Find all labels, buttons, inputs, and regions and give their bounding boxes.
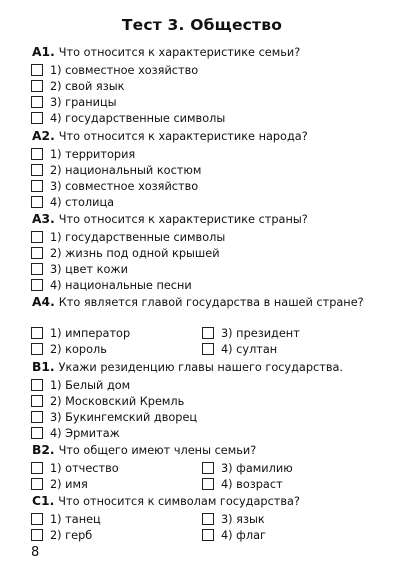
question-text: Что относится к характеристике семьи? xyxy=(58,46,301,59)
option-label: 1) государственные символы xyxy=(50,230,226,244)
checkbox[interactable] xyxy=(202,343,214,355)
checkbox[interactable] xyxy=(202,529,214,541)
checkbox[interactable] xyxy=(202,513,214,525)
option-a3-4[interactable] xyxy=(31,277,192,293)
question-b2 xyxy=(32,443,256,457)
option-label: 1) отчество xyxy=(50,461,119,475)
checkbox[interactable] xyxy=(31,112,43,124)
option-a3-1[interactable] xyxy=(31,229,225,245)
option-label: 3) язык xyxy=(221,512,265,526)
option-label: 1) Белый дом xyxy=(50,378,131,392)
option-b1-1[interactable] xyxy=(31,377,130,393)
option-b2-1[interactable] xyxy=(31,460,119,476)
option-a2-4[interactable] xyxy=(31,194,114,210)
option-a1-4[interactable] xyxy=(31,110,225,126)
page-number: 8 xyxy=(31,545,40,560)
option-label: 4) султан xyxy=(221,342,278,356)
option-a3-2[interactable] xyxy=(31,245,220,261)
question-a2 xyxy=(32,129,308,143)
option-a2-1[interactable] xyxy=(31,146,135,162)
question-text: Что общего имеют члены семьи? xyxy=(58,444,257,457)
option-b2-4[interactable] xyxy=(202,476,283,492)
question-a1 xyxy=(32,45,300,59)
page-title: Тест 3. Общество xyxy=(121,16,283,34)
option-label: 3) совместное хозяйство xyxy=(50,179,199,193)
checkbox[interactable] xyxy=(31,180,43,192)
checkbox[interactable] xyxy=(31,279,43,291)
question-text: Что относится к символам государства? xyxy=(58,495,300,508)
option-a1-2[interactable] xyxy=(31,78,124,94)
option-c1-4[interactable] xyxy=(202,527,266,543)
checkbox[interactable] xyxy=(31,411,43,423)
option-c1-2[interactable] xyxy=(31,527,92,543)
option-a4-3[interactable] xyxy=(202,325,300,341)
option-label: 2) король xyxy=(50,342,107,356)
option-a2-2[interactable] xyxy=(31,162,201,178)
option-label: 1) совместное хозяйство xyxy=(50,63,199,77)
checkbox[interactable] xyxy=(31,327,43,339)
option-label: 2) национальный костюм xyxy=(50,163,202,177)
option-label: 2) герб xyxy=(50,528,93,542)
option-a2-3[interactable] xyxy=(31,178,198,194)
checkbox[interactable] xyxy=(31,148,43,160)
checkbox[interactable] xyxy=(202,478,214,490)
question-number: A4. xyxy=(32,295,55,309)
question-number: B1. xyxy=(32,360,55,374)
question-number: C1. xyxy=(32,494,55,508)
checkbox[interactable] xyxy=(31,343,43,355)
checkbox[interactable] xyxy=(202,462,214,474)
option-label: 3) фамилию xyxy=(221,461,293,475)
option-a4-2[interactable] xyxy=(31,341,107,357)
option-b2-3[interactable] xyxy=(202,460,293,476)
option-b1-2[interactable] xyxy=(31,393,184,409)
option-a3-3[interactable] xyxy=(31,261,128,277)
option-c1-3[interactable] xyxy=(202,511,265,527)
option-label: 2) Московский Кремль xyxy=(50,394,185,408)
checkbox[interactable] xyxy=(31,462,43,474)
option-label: 1) танец xyxy=(50,512,101,526)
option-a4-1[interactable] xyxy=(31,325,130,341)
option-label: 4) возраст xyxy=(221,477,283,491)
checkbox[interactable] xyxy=(202,327,214,339)
option-label: 2) жизнь под одной крышей xyxy=(50,246,220,260)
question-b1 xyxy=(32,360,343,374)
checkbox[interactable] xyxy=(31,478,43,490)
option-label: 1) территория xyxy=(50,147,136,161)
question-a3 xyxy=(32,212,308,226)
checkbox[interactable] xyxy=(31,196,43,208)
option-b1-4[interactable] xyxy=(31,425,120,441)
option-label: 2) свой язык xyxy=(50,79,125,93)
question-number: A3. xyxy=(32,212,55,226)
option-label: 2) имя xyxy=(50,477,88,491)
question-text: Что относится к характеристике народа? xyxy=(58,130,308,143)
checkbox[interactable] xyxy=(31,427,43,439)
question-text: Кто является главой государства в нашей стране? xyxy=(58,296,364,309)
checkbox[interactable] xyxy=(31,263,43,275)
checkbox[interactable] xyxy=(31,395,43,407)
question-number: A2. xyxy=(32,129,55,143)
checkbox[interactable] xyxy=(31,64,43,76)
question-text: Укажи резиденцию главы нашего государства. xyxy=(58,361,343,374)
option-label: 3) президент xyxy=(221,326,300,340)
option-label: 1) император xyxy=(50,326,131,340)
checkbox[interactable] xyxy=(31,96,43,108)
option-a1-3[interactable] xyxy=(31,94,117,110)
option-label: 4) флаг xyxy=(221,528,266,542)
checkbox[interactable] xyxy=(31,379,43,391)
option-a4-4[interactable] xyxy=(202,341,277,357)
option-label: 3) границы xyxy=(50,95,117,109)
checkbox[interactable] xyxy=(31,231,43,243)
option-label: 3) Букингемский дворец xyxy=(50,410,198,424)
option-label: 4) столица xyxy=(50,195,115,209)
option-label: 3) цвет кожи xyxy=(50,262,128,276)
checkbox[interactable] xyxy=(31,529,43,541)
question-c1 xyxy=(32,494,300,508)
question-a4 xyxy=(32,294,372,312)
option-label: 4) национальные песни xyxy=(50,278,192,292)
question-number: B2. xyxy=(32,443,55,457)
checkbox[interactable] xyxy=(31,247,43,259)
option-b2-2[interactable] xyxy=(31,476,88,492)
option-a1-1[interactable] xyxy=(31,62,198,78)
option-label: 4) Эрмитаж xyxy=(50,426,120,440)
option-b1-3[interactable] xyxy=(31,409,197,425)
question-text: Что относится к характеристике страны? xyxy=(58,213,308,226)
checkbox[interactable] xyxy=(31,80,43,92)
checkbox[interactable] xyxy=(31,513,43,525)
question-number: A1. xyxy=(32,45,55,59)
option-c1-1[interactable] xyxy=(31,511,101,527)
option-label: 4) государственные символы xyxy=(50,111,226,125)
checkbox[interactable] xyxy=(31,164,43,176)
